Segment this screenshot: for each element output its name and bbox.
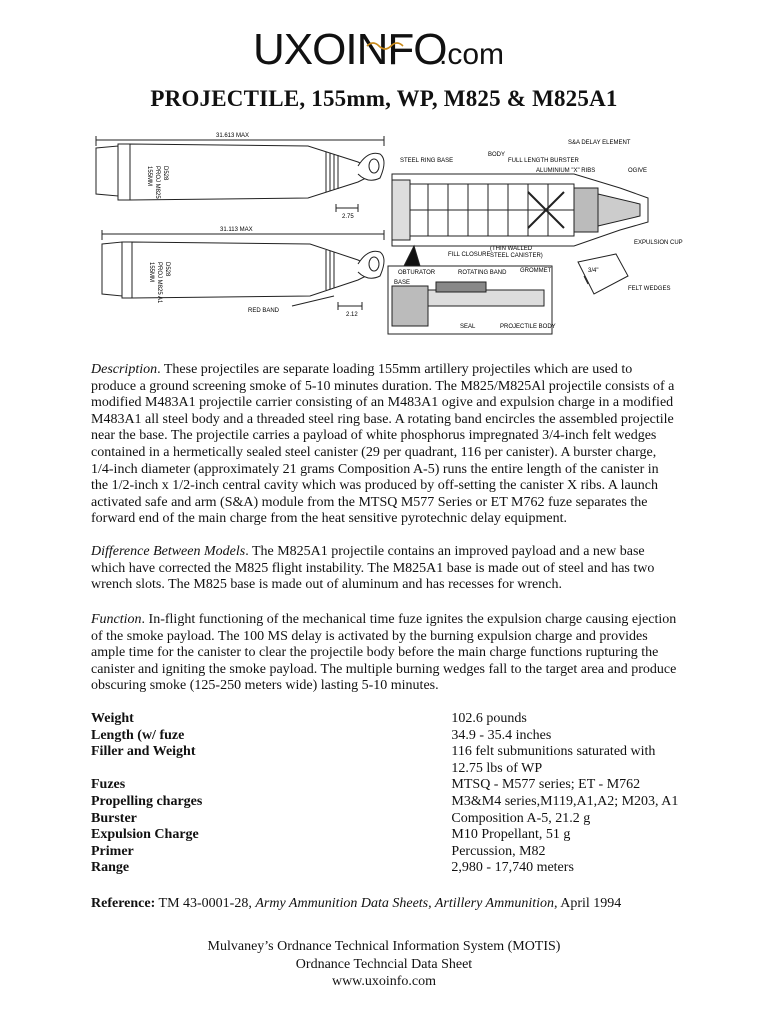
spec-value: Percussion, M82	[451, 843, 546, 859]
spec-label: Length (w/ fuze	[91, 727, 185, 743]
function-label: Function	[91, 612, 142, 627]
description-text: . These projectiles are separate loading 155mm artillery projectiles which are used to produce a ground screening smoke of 5-10 minutes duration. The M825/M825Al projectile consists of a modified M483A1 projectile carrier consisting of an M483A1 ogive and expulsion charge in a modified M483A1 all steel body and a threaded steel ring base. A rotating band encircles the assembled projectile near the base. The projectile carries a payload of white phosphorus impregnated 3/4-inch felt wedges contained in a hermetically sealed steel canister (29 per quadrant, 116 per canister). A burster charge, 1/4-inch diameter (approximately 21 grams Composition A-5) runs the entire length of the canister in the 1/2-inch x 1/2-inch central cavity which was produced by off-setting the canister X ribs. A launch activated safe and arm (S&A) module from the MTSQ M577 Series or ET M762 fuze separates the forward end of the main charge from the heat sensitive pyrotechnic delay equipment.	[91, 362, 675, 527]
spec-row	[91, 827, 691, 844]
label-aluminium-ribs: ALUMINIUM "X" RIBS	[536, 168, 596, 174]
footer-line-motis: Mulvaney’s Ordnance Technical Information System (MOTIS)	[207, 939, 561, 954]
logo-suffix-text: .com	[439, 38, 505, 71]
projectile-diagram-svg	[88, 126, 686, 348]
projectile-diagram	[88, 126, 686, 348]
spec-label: Range	[91, 860, 130, 876]
label-wedge-dim: 3/4"	[588, 268, 599, 274]
spec-label: Fuzes	[91, 777, 126, 793]
m825-projectile-drawing	[96, 136, 384, 212]
label-ogive: OGIVE	[628, 168, 648, 174]
stencil-top-3: D528	[162, 166, 168, 181]
spec-label: Filler and Weight	[91, 744, 196, 760]
footer-line-datasheet: Ordnance Techncial Data Sheet	[295, 956, 473, 972]
label-burster: FULL LENGTH BURSTER	[508, 158, 579, 164]
spec-value: 116 felt submunitions saturated with	[451, 744, 656, 760]
label-expulsion-cup: EXPULSION CUP	[634, 240, 683, 246]
spec-label: Weight	[91, 711, 134, 726]
logo-main-text: UXOINFO	[253, 25, 447, 72]
stencil-top-2: PROJ M825	[154, 166, 160, 199]
dim-275: 2.75	[342, 214, 354, 220]
spec-row	[91, 794, 691, 811]
spec-value: Composition A-5, 21.2 g	[451, 810, 591, 826]
uxoinfo-logo	[249, 24, 519, 72]
stencil-bottom-3: D528	[164, 262, 170, 277]
spec-row	[91, 744, 691, 761]
stencil-top-1: 155MM	[146, 166, 152, 187]
spec-row	[91, 860, 691, 877]
label-thin-walled-1: (THIN WALLED	[490, 246, 533, 252]
function-text: . In-flight functioning of the mechanical time fuze ignites the expulsion charge causing ejection of the smoke payload. The 100 MS delay is activated by the burning expulsion charge and provides ample time for the canister to clear the projectile body before the main charge functions rupturing the canister and igniting the smoke payload. The multiple burning wedges fall to the target area and produce obscuring smoke (125-250 meters wide) lasting 5-10 minutes.	[91, 612, 677, 694]
stencil-bottom-2: PROJ M825 A1	[156, 262, 162, 304]
spec-label: Expulsion Charge	[91, 827, 199, 843]
spec-label: Burster	[91, 810, 137, 826]
label-red-band: RED BAND	[248, 308, 280, 314]
spec-row	[91, 761, 691, 778]
stencil-bottom-1: 155MM	[148, 262, 154, 283]
difference-text: . The M825A1 projectile contains an improved payload and a new base which have corrected the M825 flight instability. The M825A1 base is made out of steel and has two wrench slots. The M825 base is made out of aluminum and has recesses for wrench.	[91, 544, 655, 593]
label-obturator: OBTURATOR	[398, 270, 436, 276]
footer-website-link[interactable]: www.uxoinfo.com	[331, 974, 437, 989]
difference-paragraph	[91, 544, 677, 594]
page-title: PROJECTILE, 155mm, WP, M825 & M825A1	[150, 86, 618, 111]
label-seal: SEAL	[460, 324, 476, 330]
spec-value: MTSQ - M577 series; ET - M762	[451, 777, 641, 793]
spec-value: 12.75 lbs of WP	[451, 760, 543, 776]
spec-row	[91, 844, 691, 861]
label-steel-ring: STEEL RING BASE	[400, 158, 454, 164]
spec-label: Primer	[91, 843, 134, 859]
site-logo	[0, 24, 768, 77]
dim-212: 2.12	[346, 312, 358, 318]
spec-label	[91, 761, 451, 778]
spec-row	[91, 811, 691, 828]
reference-doc: TM 43-0001-28,	[155, 896, 256, 911]
reference-label: Reference:	[91, 896, 156, 911]
label-body: BODY	[488, 152, 506, 158]
label-felt-wedges: FELT WEDGES	[628, 286, 671, 292]
spec-value: 102.6 pounds	[451, 711, 527, 726]
spec-value: 2,980 - 17,740 meters	[451, 860, 574, 876]
difference-label: Difference Between Models	[91, 544, 246, 559]
spec-value: 34.9 - 35.4 inches	[451, 727, 552, 743]
dim-31113: 31.113 MAX	[220, 227, 253, 233]
spec-row	[91, 728, 691, 745]
label-fill-closure: FILL CLOSURE	[448, 252, 491, 258]
description-label: Description	[91, 362, 158, 377]
label-grommet: GROMMET	[520, 268, 552, 274]
label-projectile-body: PROJECTILE BODY	[500, 324, 556, 330]
label-rotating-band: ROTATING BAND	[458, 270, 507, 276]
specs-table	[91, 711, 691, 877]
label-base: BASE	[394, 280, 411, 286]
dim-31613: 31.613 MAX	[216, 133, 250, 139]
spec-label: Propelling charges	[91, 793, 203, 809]
spec-row	[91, 777, 691, 794]
m825a1-projectile-drawing	[102, 230, 384, 310]
spec-value: M10 Propellant, 51 g	[451, 827, 571, 843]
reference-line	[91, 896, 691, 912]
spec-value: M3&M4 series,M119,A1,A2; M203, A1	[451, 793, 679, 809]
label-sa-delay: S&A DELAY ELEMENT	[568, 140, 631, 146]
label-thin-walled-2: STEEL CANISTER)	[490, 253, 543, 259]
description-paragraph	[91, 362, 677, 528]
reference-title: Army Ammunition Data Sheets, Artillery Ammunition	[255, 896, 554, 911]
spec-row	[91, 711, 691, 728]
function-paragraph	[91, 612, 677, 695]
footer	[0, 938, 768, 991]
reference-date: , April 1994	[554, 896, 622, 911]
